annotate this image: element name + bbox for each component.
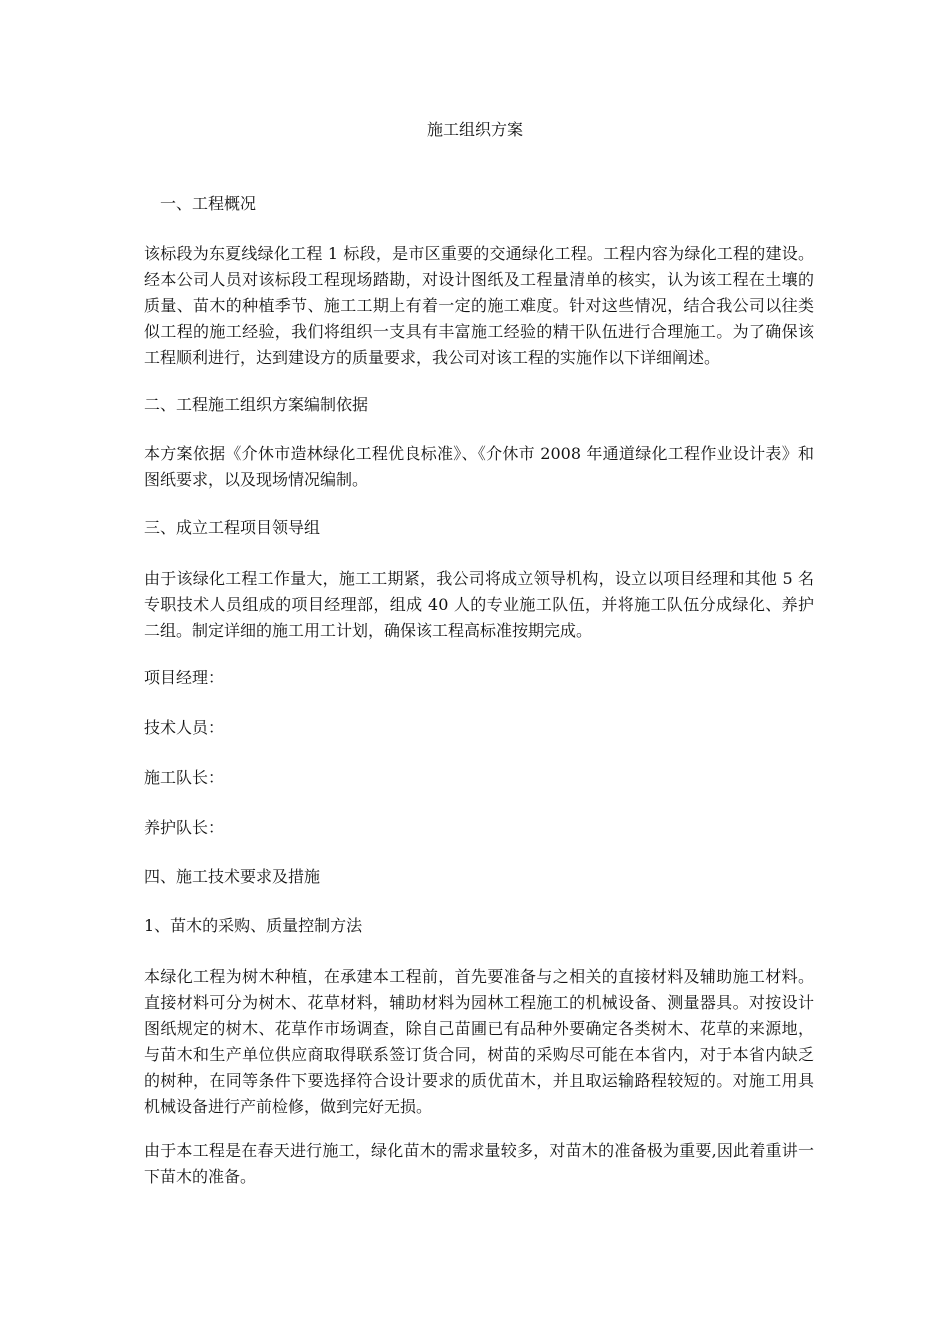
section-1-heading: 一、工程概况 [160, 194, 257, 213]
section-2-paragraph: 本方案依据《介休市造林绿化工程优良标准》、《介休市 2008 年通道绿化工程作业设计表》和图纸要求，以及现场情况编制。 [144, 444, 814, 489]
section-2-heading: 二、工程施工组织方案编制依据 [144, 395, 369, 414]
role-project-manager: 项目经理： [144, 668, 225, 687]
section-4-subheading-1: 1、苗木的采购、质量控制方法 [144, 916, 363, 935]
section-4-paragraph-2: 由于本工程是在春天进行施工，绿化苗木的需求量较多，对苗木的准备极为重要,因此着重讲一下苗木的准备。 [144, 1141, 814, 1186]
document-title: 施工组织方案 [426, 120, 523, 139]
section-3-heading: 三、成立工程项目领导组 [144, 518, 321, 537]
section-4-paragraph-1: 本绿化工程为树木种植，在承建本工程前，首先要准备与之相关的直接材料及辅助施工材料。直接材料可分为树木、花草材料，辅助材料为园林工程施工的机械设备、测量器具。对按设计图纸规定的树木、花草作市场调查，除自己苗圃已有品种外要确定各类树木、花草的来源地，与苗木和生产单位供应商取得联系签订货合同，树苗的采购尽可能在本省内，对于本省内缺乏的树种，在同等条件下要选择符合设计要求的质优苗木，并且取运输路程较短的。对施工用具机械设备进行产前检修，做到完好无损。 [144, 967, 814, 1116]
role-construction-captain: 施工队长： [144, 768, 225, 787]
role-maintenance-captain: 养护队长： [144, 818, 225, 837]
section-3-paragraph: 由于该绿化工程工作量大，施工工期紧，我公司将成立领导机构，设立以项目经理和其他 5 名专职技术人员组成的项目经理部，组成 40 人的专业施工队伍，并将施工队伍分成绿化、养护二组。制定详细的施工用工计划，确保该工程高标准按期完成。 [144, 569, 814, 640]
role-technical-staff: 技术人员： [144, 718, 225, 737]
section-4-heading: 四、施工技术要求及措施 [144, 867, 321, 886]
section-1-paragraph: 该标段为东夏线绿化工程 1 标段，是市区重要的交通绿化工程。工程内容为绿化工程的建设。经本公司人员对该标段工程现场踏勘，对设计图纸及工程量清单的核实，认为该工程在土壤的质量、苗木的种植季节、施工工期上有着一定的施工难度。针对这些情况，结合我公司以往类似工程的施工经验，我们将组织一支具有丰富施工经验的精干队伍进行合理施工。为了确保该工程顺利进行，达到建设方的质量要求，我公司对该工程的实施作以下详细阐述。 [144, 244, 814, 367]
